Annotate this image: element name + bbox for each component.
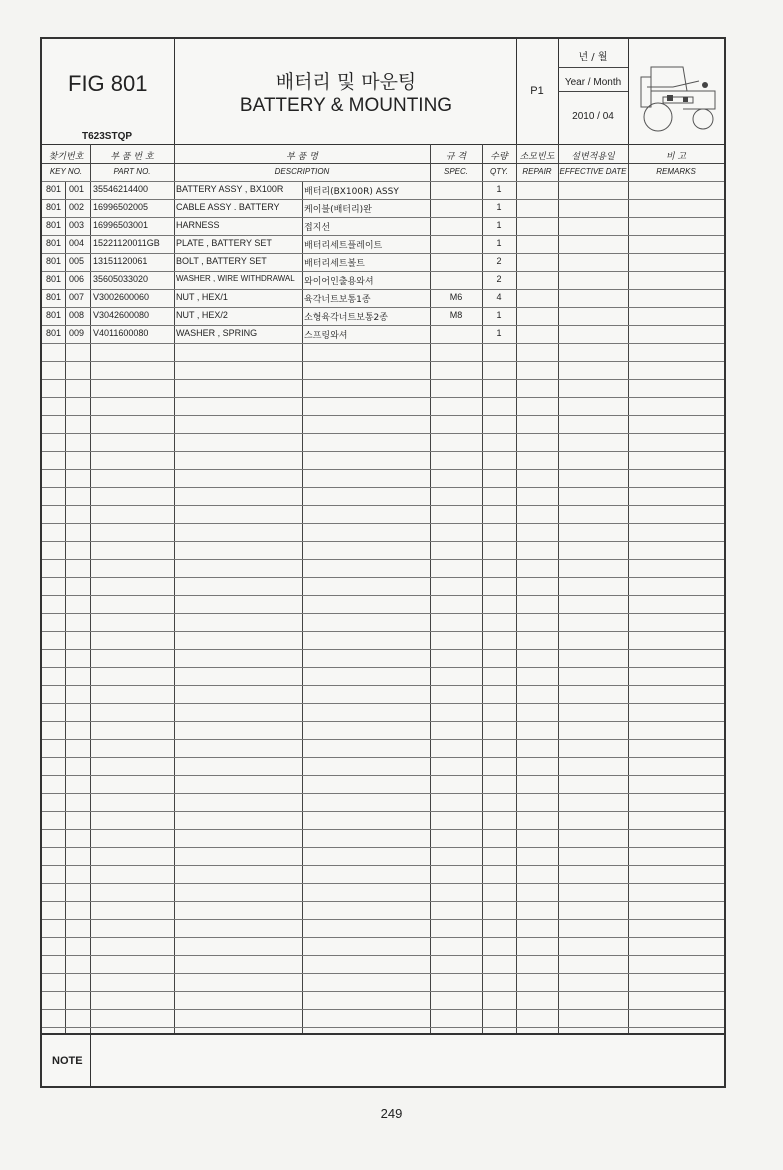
key-cell: 009 — [69, 328, 85, 338]
header-col-line — [628, 39, 629, 144]
description-cell: CABLE ASSY . BATTERY — [176, 202, 280, 212]
part-number-cell: V3002600060 — [93, 292, 150, 302]
description-cell: BOLT , BATTERY SET — [176, 256, 267, 266]
header-col-line — [174, 39, 175, 144]
description-korean-cell: 소형육각너트보통2종 — [304, 313, 388, 323]
description-cell: BATTERY ASSY , BX100R — [176, 184, 284, 194]
qty-cell: 1 — [496, 220, 502, 230]
table-row-line — [42, 649, 724, 650]
table-row-line — [42, 433, 724, 434]
description-korean-cell: 육각너트보통1종 — [304, 295, 371, 305]
table-row-line — [42, 595, 724, 596]
column-header: PART NO. — [113, 167, 151, 176]
description-cell: HARNESS — [176, 220, 220, 230]
fig-cell: 801 — [46, 184, 62, 194]
page-number: 249 — [380, 1106, 403, 1121]
table-row-line — [42, 469, 724, 470]
column-header: DESCRIPTION — [274, 167, 330, 176]
table-row-line — [42, 757, 724, 758]
table-row — [42, 181, 724, 199]
description-cell: NUT , HEX/2 — [176, 310, 228, 320]
table-row-line — [42, 559, 724, 560]
header-row-line — [558, 91, 628, 92]
spec-cell: M8 — [449, 310, 463, 320]
key-cell: 007 — [69, 292, 85, 302]
description-korean-cell: 배터리세트플레이트 — [304, 241, 383, 251]
column-header-korean: 부 품 번 호 — [110, 152, 154, 162]
key-cell: 008 — [69, 310, 85, 320]
model-code: T623STQP — [82, 131, 133, 142]
description-korean-cell: 케이블(배터리)완 — [304, 205, 372, 215]
qty-cell: 2 — [496, 256, 502, 266]
column-header: SPEC. — [443, 167, 468, 176]
fig-cell: 801 — [46, 202, 62, 212]
column-header: QTY. — [490, 167, 508, 176]
table-row-line — [42, 937, 724, 938]
table-row-line — [42, 703, 724, 704]
table-row-line — [42, 793, 724, 794]
qty-cell: 1 — [496, 202, 502, 212]
part-number-cell: 35546214400 — [93, 184, 149, 194]
description-korean-cell: 배터리(BX100R) ASSY — [304, 187, 399, 197]
part-number-cell: 35605033020 — [93, 274, 149, 284]
note-col-line — [90, 1033, 91, 1086]
table-row-line — [42, 901, 724, 902]
table-row-line — [42, 865, 724, 866]
table-row-line — [42, 361, 724, 362]
table-row-line — [42, 487, 724, 488]
qty-cell: 1 — [496, 328, 502, 338]
header-divider — [42, 144, 724, 145]
page-title: BATTERY & MOUNTING — [239, 95, 453, 116]
column-header: EFFECTIVE DATE — [559, 167, 627, 176]
fig-cell: 801 — [46, 328, 62, 338]
description-cell: WASHER , WIRE WITHDRAWAL — [176, 274, 295, 283]
spec-cell: M6 — [449, 292, 463, 302]
table-row-line — [42, 667, 724, 668]
table-row-line — [42, 505, 724, 506]
description-cell: WASHER , SPRING — [176, 328, 258, 338]
column-header-korean: 규 격 — [445, 152, 467, 162]
part-number-cell: 16996503001 — [93, 220, 149, 230]
table-row-line — [42, 811, 724, 812]
parts-sheet — [40, 37, 726, 1088]
table-row-line — [42, 685, 724, 686]
table-row-line — [42, 523, 724, 524]
column-header-korean: 소모빈도 — [519, 152, 555, 162]
header-row-line — [558, 67, 628, 68]
qty-cell: 4 — [496, 292, 502, 302]
key-cell: 003 — [69, 220, 85, 230]
column-header-korean: 부 품 명 — [286, 152, 318, 162]
table-row-line — [42, 883, 724, 884]
qty-cell: 2 — [496, 274, 502, 284]
table-row-line — [42, 397, 724, 398]
header-subline — [42, 163, 724, 164]
qty-cell: 1 — [496, 238, 502, 248]
table-row — [42, 307, 724, 325]
fig-cell: 801 — [46, 238, 62, 248]
qty-cell: 1 — [496, 184, 502, 194]
year-month-label: Year / Month — [564, 77, 622, 88]
key-cell: 005 — [69, 256, 85, 266]
table-row — [42, 235, 724, 253]
table-row-line — [42, 955, 724, 956]
key-cell: 004 — [69, 238, 85, 248]
tractor-icon — [633, 47, 721, 137]
column-header: REPAIR — [522, 167, 552, 176]
table-row — [42, 253, 724, 271]
fig-number: FIG 801 — [68, 71, 148, 96]
column-header: KEY NO. — [49, 167, 83, 176]
part-number-cell: 15221120011GB — [93, 238, 160, 248]
part-number-cell: V4011600080 — [93, 328, 149, 338]
table-row — [42, 325, 724, 343]
description-korean-cell: 스프링와셔 — [304, 331, 348, 341]
table-row — [42, 289, 724, 307]
fig-cell: 801 — [46, 256, 62, 266]
table-row — [42, 199, 724, 217]
part-number-cell: 13151120061 — [93, 256, 148, 266]
key-cell: 006 — [69, 274, 85, 284]
table-row-line — [42, 1027, 724, 1028]
table-row-line — [42, 343, 724, 344]
fig-cell: 801 — [46, 292, 62, 302]
issue-date: 2010 / 04 — [572, 111, 614, 122]
table-row-line — [42, 541, 724, 542]
key-cell: 002 — [69, 202, 85, 212]
description-cell: NUT , HEX/1 — [176, 292, 228, 302]
table-row-line — [42, 919, 724, 920]
table-row-line — [42, 991, 724, 992]
part-number-cell: V3042600080 — [93, 310, 150, 320]
description-cell: PLATE , BATTERY SET — [176, 238, 272, 248]
column-header-korean: 비 고 — [665, 152, 687, 162]
description-korean-cell: 배터리세트볼트 — [304, 259, 365, 269]
table-row-line — [42, 631, 724, 632]
page-title-korean: 배터리 및 마운팅 — [275, 71, 417, 93]
table-row-line — [42, 613, 724, 614]
fig-cell: 801 — [46, 310, 62, 320]
column-header-korean: 수량 — [490, 152, 508, 162]
description-korean-cell: 와이어인출용와셔 — [304, 277, 374, 287]
table-row — [42, 217, 724, 235]
column-header-korean: 찾기번호 — [48, 152, 84, 162]
table-row-line — [42, 775, 724, 776]
note-label: NOTE — [52, 1055, 83, 1067]
table-row-line — [42, 829, 724, 830]
column-header: REMARKS — [656, 167, 696, 176]
fig-cell: 801 — [46, 220, 62, 230]
column-header-korean: 설변적용일 — [571, 152, 615, 162]
table-row-line — [42, 451, 724, 452]
table-row-line — [42, 973, 724, 974]
year-month-label-korean: 년 / 월 — [578, 52, 608, 63]
part-number-cell: 16996502005 — [93, 202, 149, 212]
note-divider — [42, 1033, 724, 1035]
table-row-line — [42, 847, 724, 848]
table-row-line — [42, 577, 724, 578]
description-korean-cell: 접지선 — [304, 223, 331, 233]
key-cell: 001 — [69, 184, 85, 194]
page-label: P1 — [530, 85, 544, 97]
table-row-line — [42, 721, 724, 722]
table-row-line — [42, 1009, 724, 1010]
table-row-line — [42, 379, 724, 380]
fig-cell: 801 — [46, 274, 62, 284]
qty-cell: 1 — [496, 310, 502, 320]
table-row-line — [42, 415, 724, 416]
table-row — [42, 271, 724, 289]
table-row-line — [42, 739, 724, 740]
